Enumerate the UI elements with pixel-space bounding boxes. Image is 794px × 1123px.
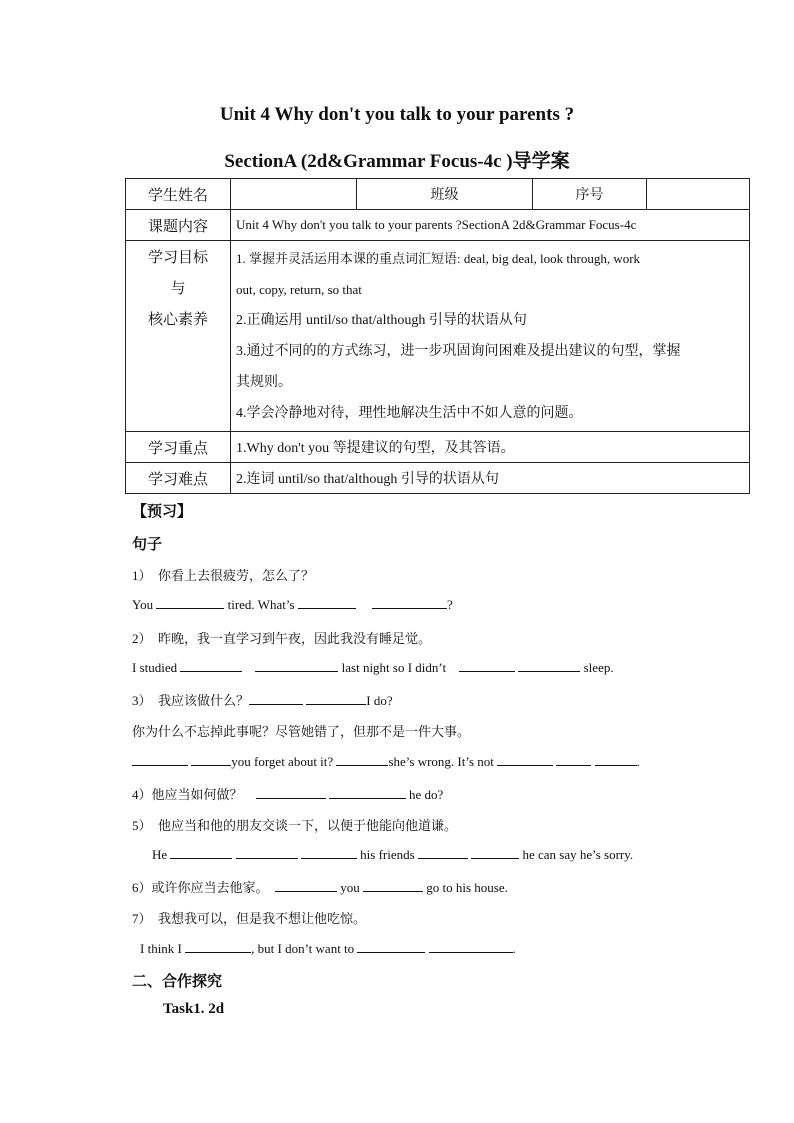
s2-en: I studied last night so I didn’t sleep. — [132, 660, 614, 675]
blank[interactable] — [429, 940, 513, 953]
info-table — [125, 178, 750, 494]
blank[interactable] — [249, 692, 303, 705]
task-heading: Task1. 2d — [163, 1001, 225, 1017]
title-line-1: Unit 4 Why don't you talk to your parents ? — [219, 104, 575, 125]
goal-3: 3.通过不同的的方式练习，进一步巩固询问困难及提出建议的句型，掌握 — [236, 344, 681, 359]
preview-heading: 【预习】 — [132, 504, 193, 520]
goal-1: 1. 掌握并灵活运用本课的重点词汇短语: deal, big deal, look through, work — [236, 251, 641, 266]
s1-en: You tired. What’s ? — [132, 597, 453, 612]
blank[interactable] — [236, 846, 298, 859]
blank[interactable] — [180, 659, 242, 672]
goals-label-3: 核心素养 — [147, 312, 208, 328]
key-label: 学习重点 — [126, 432, 231, 463]
s1-cn: 1） 你看上去很疲劳，怎么了？ — [132, 568, 315, 583]
goal-1-cont: out, copy, return, so that — [236, 282, 362, 297]
goals-content — [231, 241, 750, 432]
s7-cn: 7） 我想我可以，但是我不想让他吃惊。 — [132, 911, 367, 926]
s5-cn: 5） 他应当和他的朋友交谈一下，以便于他能向他道谦。 — [132, 818, 458, 833]
goal-4: 4.学会冷静地对待，理性地解决生活中不如人意的问题。 — [236, 406, 583, 421]
goals-label-1: 学习目标 — [147, 250, 208, 266]
blank[interactable] — [132, 753, 188, 766]
blank[interactable] — [459, 659, 515, 672]
goal-2: 2.正确运用 until/so that/although 引导的状语从句 — [236, 313, 527, 328]
blank[interactable] — [156, 596, 224, 609]
s3b-en: you forget about it? she’s wrong. It’s not . — [132, 753, 640, 770]
blank[interactable] — [256, 786, 326, 799]
blank[interactable] — [497, 753, 553, 766]
blank[interactable] — [372, 596, 447, 609]
goals-label — [126, 241, 231, 432]
class-label: 班级 — [357, 179, 533, 210]
blank[interactable] — [191, 753, 231, 766]
number-label: 序号 — [533, 179, 647, 210]
student-name-label: 学生姓名 — [126, 179, 231, 210]
blank[interactable] — [363, 879, 423, 892]
s3-cn: 3） 我应该做什么？ I do? — [132, 693, 393, 708]
s6-line: 6）或许你应当去他家。 you go to his house. — [132, 880, 508, 895]
goals-label-2: 与 — [170, 281, 186, 297]
blank[interactable] — [329, 786, 406, 799]
topic-label: 课题内容 — [126, 210, 231, 241]
blank[interactable] — [298, 596, 356, 609]
blank[interactable] — [170, 846, 232, 859]
number-cell[interactable] — [647, 179, 750, 210]
blank[interactable] — [418, 846, 468, 859]
blank[interactable] — [306, 692, 366, 705]
s4-line: 4）他应当如何做？ he do? — [132, 787, 444, 802]
blank[interactable] — [185, 940, 251, 953]
s2-cn: 2） 昨晚，我一直学习到午夜，因此我没有睡足觉。 — [132, 631, 432, 646]
difficulty-value: 2.连词 until/so that/although 引导的状语从句 — [231, 463, 750, 494]
blank[interactable] — [301, 846, 357, 859]
title-line-2: SectionA (2d&Grammar Focus-4c )导学案 — [224, 151, 570, 172]
blank[interactable] — [336, 753, 388, 766]
blank[interactable] — [471, 846, 519, 859]
blank[interactable] — [357, 940, 425, 953]
s7-en: I think I , but I don’t want to . — [140, 941, 516, 956]
goal-3-cont: 其规则。 — [236, 375, 292, 390]
blank[interactable] — [255, 659, 338, 672]
s3b-cn: 你为什么不忘掉此事呢？尽管她错了，但那不是一件大事。 — [132, 724, 471, 739]
section-2-heading: 二、合作探究 — [132, 974, 223, 990]
blank[interactable] — [518, 659, 580, 672]
topic-value: Unit 4 Why don't you talk to your parents ?SectionA 2d&Grammar Focus-4c — [231, 210, 750, 241]
sentences-heading: 句子 — [132, 537, 163, 553]
s5-en: He his friends he can say he’s sorry. — [152, 847, 634, 862]
blank[interactable] — [595, 753, 637, 766]
key-value: 1.Why don't you 等提建议的句型，及其答语。 — [231, 432, 750, 463]
blank[interactable] — [556, 753, 591, 766]
blank[interactable] — [275, 879, 337, 892]
student-name-cell[interactable] — [231, 179, 357, 210]
difficulty-label: 学习难点 — [126, 463, 231, 494]
